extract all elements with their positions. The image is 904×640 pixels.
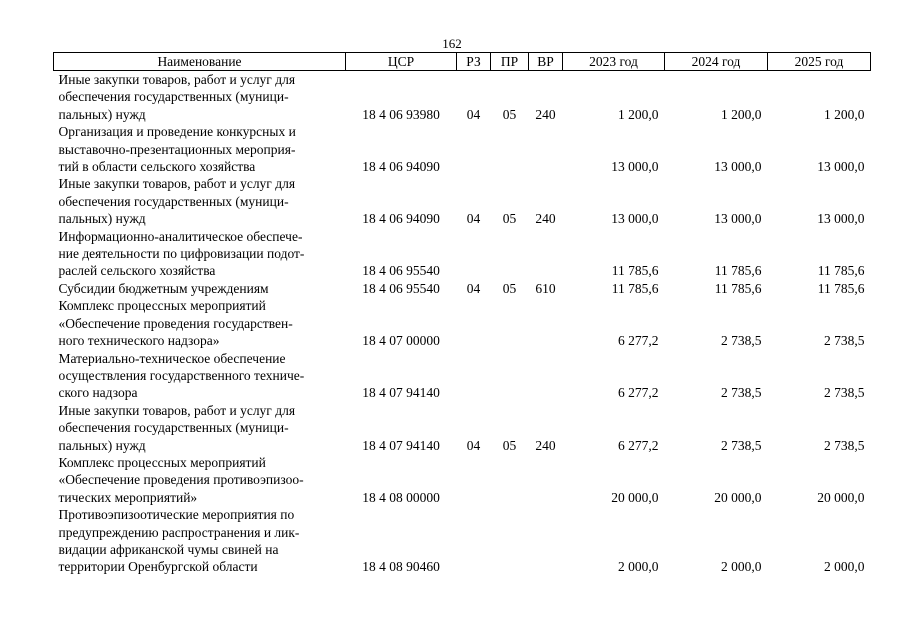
row-vr <box>529 297 563 349</box>
row-name-line: пальных) нужд <box>58 437 146 453</box>
header-vr: ВР <box>529 53 563 71</box>
row-name-line: обеспечения государственных (муници- <box>58 193 289 209</box>
row-value-2023: 1 200,0 <box>618 106 659 122</box>
row-name <box>54 228 346 280</box>
row-value-2024: 13 000,0 <box>714 159 762 175</box>
row-value-2025: 2 738,5 <box>824 437 865 453</box>
header-rz: РЗ <box>457 53 491 71</box>
row-value-2023: 13 000,0 <box>611 211 659 227</box>
row-value-2025: 2 738,5 <box>824 333 865 349</box>
header-csr: ЦСР <box>346 53 457 71</box>
table-row <box>54 297 871 349</box>
row-name-line: тий в области сельского хозяйства <box>58 159 256 175</box>
row-rz: 04 <box>466 211 481 227</box>
row-vr: 240 <box>535 437 556 453</box>
row-value-2025: 11 785,6 <box>817 263 865 279</box>
row-pr: 05 <box>502 280 517 296</box>
row-value-2023: 6 277,2 <box>618 385 659 401</box>
row-name-line: Субсидии бюджетным учреждениям <box>58 280 269 296</box>
row-pr <box>491 350 529 402</box>
row-csr: 18 4 07 94140 <box>362 437 440 453</box>
row-name-line: Материально-техническое обеспечение <box>58 350 286 366</box>
row-vr <box>529 350 563 402</box>
row-value-2023: 6 277,2 <box>618 437 659 453</box>
row-name-line: Иные закупки товаров, работ и услуг для <box>58 72 296 87</box>
row-name-line: осуществления государственного техниче- <box>58 367 305 383</box>
row-name-line: обеспечения государственных (муници- <box>58 420 289 436</box>
row-value-2023: 20 000,0 <box>611 489 659 505</box>
row-value-2025: 13 000,0 <box>817 159 865 175</box>
row-pr <box>491 228 529 280</box>
row-rz: 04 <box>466 280 481 296</box>
row-name-line: ного технического надзора» <box>58 333 220 349</box>
row-value-2024: 13 000,0 <box>714 211 762 227</box>
row-name <box>54 350 346 402</box>
row-value-2024: 2 000,0 <box>721 559 762 575</box>
row-name-line: тических мероприятий» <box>58 489 198 505</box>
table-row <box>54 228 871 280</box>
row-vr <box>529 123 563 175</box>
row-name-line: Иные закупки товаров, работ и услуг для <box>58 176 296 192</box>
row-name-line: Иные закупки товаров, работ и услуг для <box>58 402 296 418</box>
table-row <box>54 71 871 124</box>
row-rz: 04 <box>466 437 481 453</box>
row-value-2025: 13 000,0 <box>817 211 865 227</box>
row-csr: 18 4 06 93980 <box>362 106 440 122</box>
row-value-2023: 11 785,6 <box>611 280 659 296</box>
row-name <box>54 506 346 576</box>
row-pr <box>491 123 529 175</box>
row-csr: 18 4 07 94140 <box>362 385 440 401</box>
row-pr <box>491 506 529 576</box>
row-value-2024: 11 785,6 <box>714 263 762 279</box>
row-value-2024: 2 738,5 <box>721 385 762 401</box>
row-csr: 18 4 08 00000 <box>362 489 440 505</box>
row-pr <box>491 297 529 349</box>
row-name-line: видации африканской чумы свиней на <box>58 541 279 557</box>
table-header-row <box>54 53 871 71</box>
row-value-2024: 2 738,5 <box>721 333 762 349</box>
header-2025: 2025 год <box>768 53 871 71</box>
header-2024: 2024 год <box>665 53 768 71</box>
row-name-line: выставочно-презентационных мероприя- <box>58 141 296 157</box>
row-rz <box>457 350 491 402</box>
row-name-line: Противоэпизоотические мероприятия по <box>58 507 295 523</box>
row-name-line: Комплекс процессных мероприятий <box>58 298 266 314</box>
row-rz <box>457 297 491 349</box>
row-pr: 05 <box>502 437 517 453</box>
table-row <box>54 402 871 454</box>
row-value-2024: 20 000,0 <box>714 489 762 505</box>
page-number: 162 <box>442 36 462 51</box>
row-value-2023: 13 000,0 <box>611 159 659 175</box>
row-value-2025: 2 738,5 <box>824 385 865 401</box>
row-name <box>54 123 346 175</box>
row-name <box>54 71 346 124</box>
row-rz <box>457 454 491 506</box>
row-vr: 240 <box>535 106 556 122</box>
row-rz <box>457 123 491 175</box>
row-name-line: ние деятельности по цифровизации подот- <box>58 246 305 262</box>
row-rz <box>457 506 491 576</box>
row-pr: 05 <box>502 211 517 227</box>
row-value-2024: 2 738,5 <box>721 437 762 453</box>
row-name-line: территории Оренбургской области <box>58 559 258 575</box>
row-value-2023: 2 000,0 <box>618 559 659 575</box>
table-row <box>54 175 871 227</box>
budget-table <box>53 52 871 576</box>
row-name <box>54 280 346 297</box>
row-vr <box>529 454 563 506</box>
row-csr: 18 4 07 00000 <box>362 333 440 349</box>
row-name-line: раслей сельского хозяйства <box>58 263 216 279</box>
row-value-2023: 11 785,6 <box>611 263 659 279</box>
row-csr: 18 4 06 95540 <box>362 280 440 296</box>
row-csr: 18 4 06 95540 <box>362 263 440 279</box>
table-row <box>54 280 871 297</box>
row-csr: 18 4 06 94090 <box>362 159 440 175</box>
table-row <box>54 123 871 175</box>
row-name-line: ского надзора <box>58 385 138 401</box>
table-body <box>54 71 871 576</box>
row-vr <box>529 506 563 576</box>
row-value-2025: 11 785,6 <box>817 280 865 296</box>
row-vr: 240 <box>535 211 556 227</box>
row-value-2025: 20 000,0 <box>817 489 865 505</box>
table-row <box>54 350 871 402</box>
row-vr <box>529 228 563 280</box>
row-value-2025: 1 200,0 <box>824 106 865 122</box>
row-value-2023: 6 277,2 <box>618 333 659 349</box>
table-row <box>54 506 871 576</box>
row-csr: 18 4 08 90460 <box>362 559 440 575</box>
row-value-2024: 1 200,0 <box>721 106 762 122</box>
table-row <box>54 454 871 506</box>
row-rz: 04 <box>466 106 481 122</box>
row-name-line: «Обеспечение проведения противоэпизоо- <box>58 472 304 488</box>
row-name-line: пальных) нужд <box>58 106 146 122</box>
header-name: Наименование <box>54 53 346 71</box>
row-vr: 610 <box>535 280 556 296</box>
row-pr <box>491 454 529 506</box>
row-name-line: пальных) нужд <box>58 211 146 227</box>
header-pr: ПР <box>491 53 529 71</box>
row-csr: 18 4 06 94090 <box>362 211 440 227</box>
row-name-line: Комплекс процессных мероприятий <box>58 454 266 470</box>
header-2023: 2023 год <box>563 53 665 71</box>
row-name-line: обеспечения государственных (муници- <box>58 89 289 105</box>
row-name-line: «Обеспечение проведения государствен- <box>58 315 293 331</box>
row-name-line: Информационно-аналитическое обеспече- <box>58 228 303 244</box>
row-name <box>54 402 346 454</box>
row-rz <box>457 228 491 280</box>
row-pr: 05 <box>502 106 517 122</box>
row-name-line: Организация и проведение конкурсных и <box>58 124 296 140</box>
row-name-line: предупреждению распространения и лик- <box>58 524 300 540</box>
row-value-2024: 11 785,6 <box>714 280 762 296</box>
row-name <box>54 175 346 227</box>
row-value-2025: 2 000,0 <box>824 559 865 575</box>
row-name <box>54 297 346 349</box>
row-name <box>54 454 346 506</box>
